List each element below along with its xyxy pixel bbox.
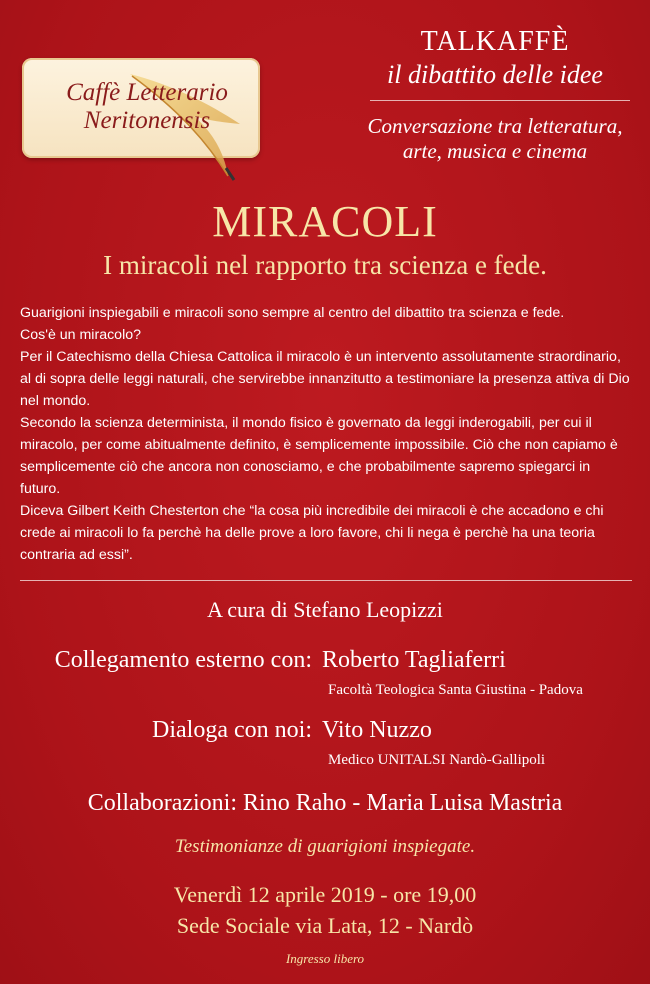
dialoga-label: Dialoga con noi: — [152, 717, 312, 743]
collegamento-affiliation: Facoltà Teologica Santa Giustina - Padova — [328, 682, 583, 698]
collaborations-line: Collaborazioni: Rino Raho - Maria Luisa Mastria — [87, 790, 563, 816]
description-paragraph: Guarigioni inspiegabili e miracoli sono sempre al centro del dibattito tra scienza e fede. — [20, 305, 565, 321]
description-paragraph: Cos'è un miracolo? — [20, 327, 141, 343]
event-date: Venerdì 12 aprile 2019 - ore 19,00 — [173, 882, 477, 907]
divider — [20, 580, 632, 581]
description — [20, 302, 634, 566]
description-paragraph: Secondo la scienza determinista, il mondo fisico è governato da leggi inderogabili, per cui il miracolo, per come abitualmente definito, è semplicemente impossibile. Ciò che non capiamo è semplicemente ciò che ancora non conosciamo, e che probabilmente sapremo spiegarci in futuro. — [20, 415, 618, 497]
conversation-line-1: Conversazione tra letteratura, — [367, 114, 623, 138]
description-paragraph: Diceva Gilbert Keith Chesterton che “la cosa più incredibile dei miracoli è che accadono e chi crede ai miracoli lo fa perchè ha delle prove a loro favore, chi li nega è perchè ha una teoria contraria ad essi”. — [20, 503, 604, 563]
curator-line: A cura di Stefano Leopizzi — [207, 597, 443, 622]
divider — [370, 100, 630, 101]
description-paragraph: Per il Catechismo della Chiesa Cattolica il miracolo è un intervento assolutamente straordinario, al di sopra delle leggi naturali, che servirebbe innanzitutto a testimoniare la presenza attiva di Dio nel mondo. — [20, 349, 630, 409]
dialoga-name: Vito Nuzzo — [322, 717, 432, 743]
dialoga-affiliation: Medico UNITALSI Nardò-Gallipoli — [328, 752, 546, 768]
event-venue: Sede Sociale via Lata, 12 - Nardò — [176, 913, 474, 938]
logo-line-1: Caffè Letterario — [66, 79, 228, 106]
caffe-letterario-logo — [22, 58, 260, 158]
talkaffe-subtitle: il dibattito delle idee — [387, 60, 603, 89]
event-subtitle: I miracoli nel rapporto tra scienza e fede. — [103, 250, 547, 280]
free-entry-note: Ingresso libero — [285, 951, 365, 966]
talkaffe-title: TALKAFFÈ — [420, 26, 570, 57]
collegamento-label: Collegamento esterno con: — [54, 647, 312, 673]
conversation-tagline — [355, 114, 635, 164]
event-title: MIRACOLI — [212, 197, 438, 246]
collegamento-name: Roberto Tagliaferri — [322, 647, 506, 673]
logo-line-2: Neritonensis — [83, 107, 211, 134]
conversation-line-2: arte, musica e cinema — [402, 139, 588, 163]
testimonials-line: Testimonianze di guarigioni inspiegate. — [174, 836, 476, 857]
